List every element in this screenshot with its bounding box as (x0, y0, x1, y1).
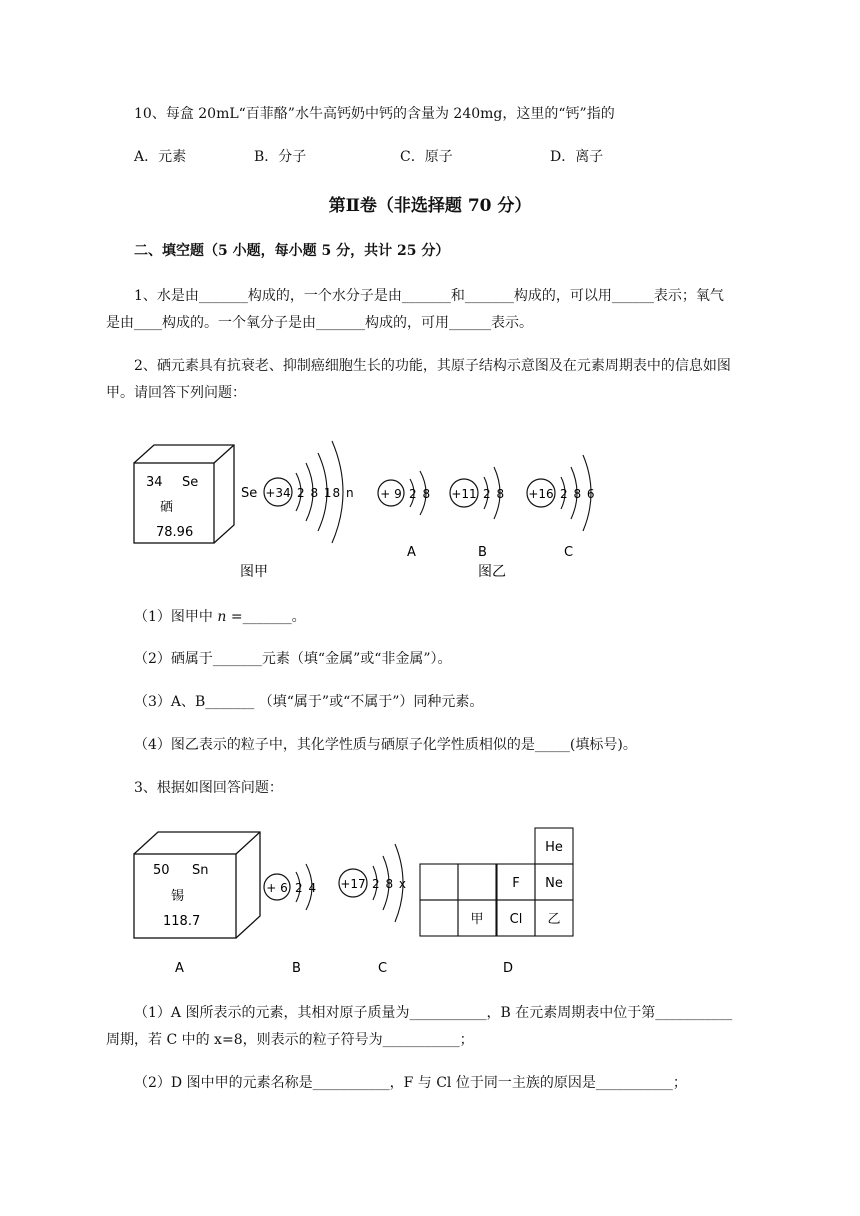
q3-label-d: D (503, 961, 514, 976)
q3-sub1-line2: 周期，若 C 中的 x=8，则表示的粒子符号为___________； (106, 1032, 474, 1048)
q3-label-b: B (292, 961, 301, 976)
q2-figure (120, 415, 620, 585)
a-shell-electrons: 2 8 (409, 487, 432, 501)
q10-stem: 10、每盒 20mL“百菲酪”水牛高钙奶中钙的含量为 240mg，这里的“钙”指的 (134, 106, 615, 122)
sn-cell-number: 50 (153, 863, 170, 878)
se-nucleus-charge: +34 (265, 486, 291, 500)
sn-cell-name: 锡 (171, 889, 185, 904)
b-shell-electrons: 2 8 (483, 487, 506, 501)
q2-sub2: （2）硒属于_______元素（填“金属”或“非金属”）。 (134, 651, 452, 667)
table-yi: 乙 (547, 912, 561, 927)
sn-cell-symbol: Sn (192, 863, 209, 878)
q3-sub2: （2）D 图中甲的元素名称是___________，F 与 Cl 位于同一主族的原因是___________； (134, 1075, 687, 1091)
q3-label-a: A (175, 961, 184, 976)
q2-line2: 甲。请回答下列问题： (106, 385, 246, 401)
q10-option-b: B．分子 (254, 149, 307, 165)
fig-label-a: A (407, 545, 416, 560)
section-heading: 二、填空题（5 小题，每小题 5 分，共计 25 分） (134, 243, 450, 259)
q1-line2: 是由____构成的。一个氧分子是由_______构成的，可用______表示。 (106, 315, 533, 331)
b-nucleus-charge: +11 (451, 487, 477, 501)
q2-line1: 2、硒元素具有抗衰老、抑制癌细胞生长的功能，其原子结构示意图及在元素周期表中的信息如图 (134, 358, 731, 374)
q2-sub1: （1）图甲中 n =_______。 (134, 609, 306, 625)
q3-sub1-line1: （1）A 图所表示的元素，其相对原子质量为___________，B 在元素周期表中位于第___________ (134, 1005, 733, 1021)
se-cell-name: 硒 (160, 500, 174, 515)
q3-c-shell-electrons: 2 8 x (372, 877, 407, 891)
q3-stem: 3、根据如图回答问题： (134, 780, 283, 796)
c-shell-electrons: 2 8 6 (560, 487, 596, 501)
table-cl: Cl (509, 912, 523, 927)
section-title: 第Ⅱ卷（非选择题 70 分） (328, 196, 532, 216)
q10-option-d: D．离子 (550, 149, 604, 165)
q3-figure (120, 810, 590, 980)
q3-b-nucleus-charge: + 6 (266, 881, 288, 895)
q2-sub3: （3）A、B_______ （填“属于”或“不属于”）同种元素。 (134, 694, 484, 710)
a-nucleus-charge: + 9 (380, 487, 402, 501)
caption-figure-jia: 图甲 (240, 564, 268, 580)
c-nucleus-charge: +16 (528, 487, 554, 501)
fig-label-b: B (478, 545, 487, 560)
se-cell-symbol: Se (182, 475, 199, 490)
q2-sub4: （4）图乙表示的粒子中，其化学性质与硒原子化学性质相似的是_____(填标号)。 (134, 737, 637, 753)
table-f: F (512, 876, 520, 891)
table-jia: 甲 (470, 912, 484, 927)
se-shell-electrons: 2 8 18 n (297, 486, 355, 500)
fig-label-c: C (564, 545, 574, 560)
sn-cell-mass: 118.7 (163, 914, 201, 929)
se-atom-symbol: Se (241, 486, 258, 501)
q3-label-c: C (378, 961, 388, 976)
q10-option-c: C．原子 (400, 149, 453, 165)
caption-figure-yi: 图乙 (478, 564, 506, 580)
q3-b-shell-electrons: 2 4 (295, 881, 318, 895)
se-cell-number: 34 (146, 475, 163, 490)
se-cell-mass: 78.96 (156, 525, 194, 540)
table-ne: Ne (545, 876, 563, 891)
q10-option-a: A．元素 (134, 149, 187, 165)
table-he: He (545, 840, 563, 855)
q3-c-nucleus-charge: +17 (340, 877, 366, 891)
q1-line1: 1、水是由_______构成的，一个水分子是由_______和_______构成的，可以用______表示；氧气 (134, 288, 724, 304)
